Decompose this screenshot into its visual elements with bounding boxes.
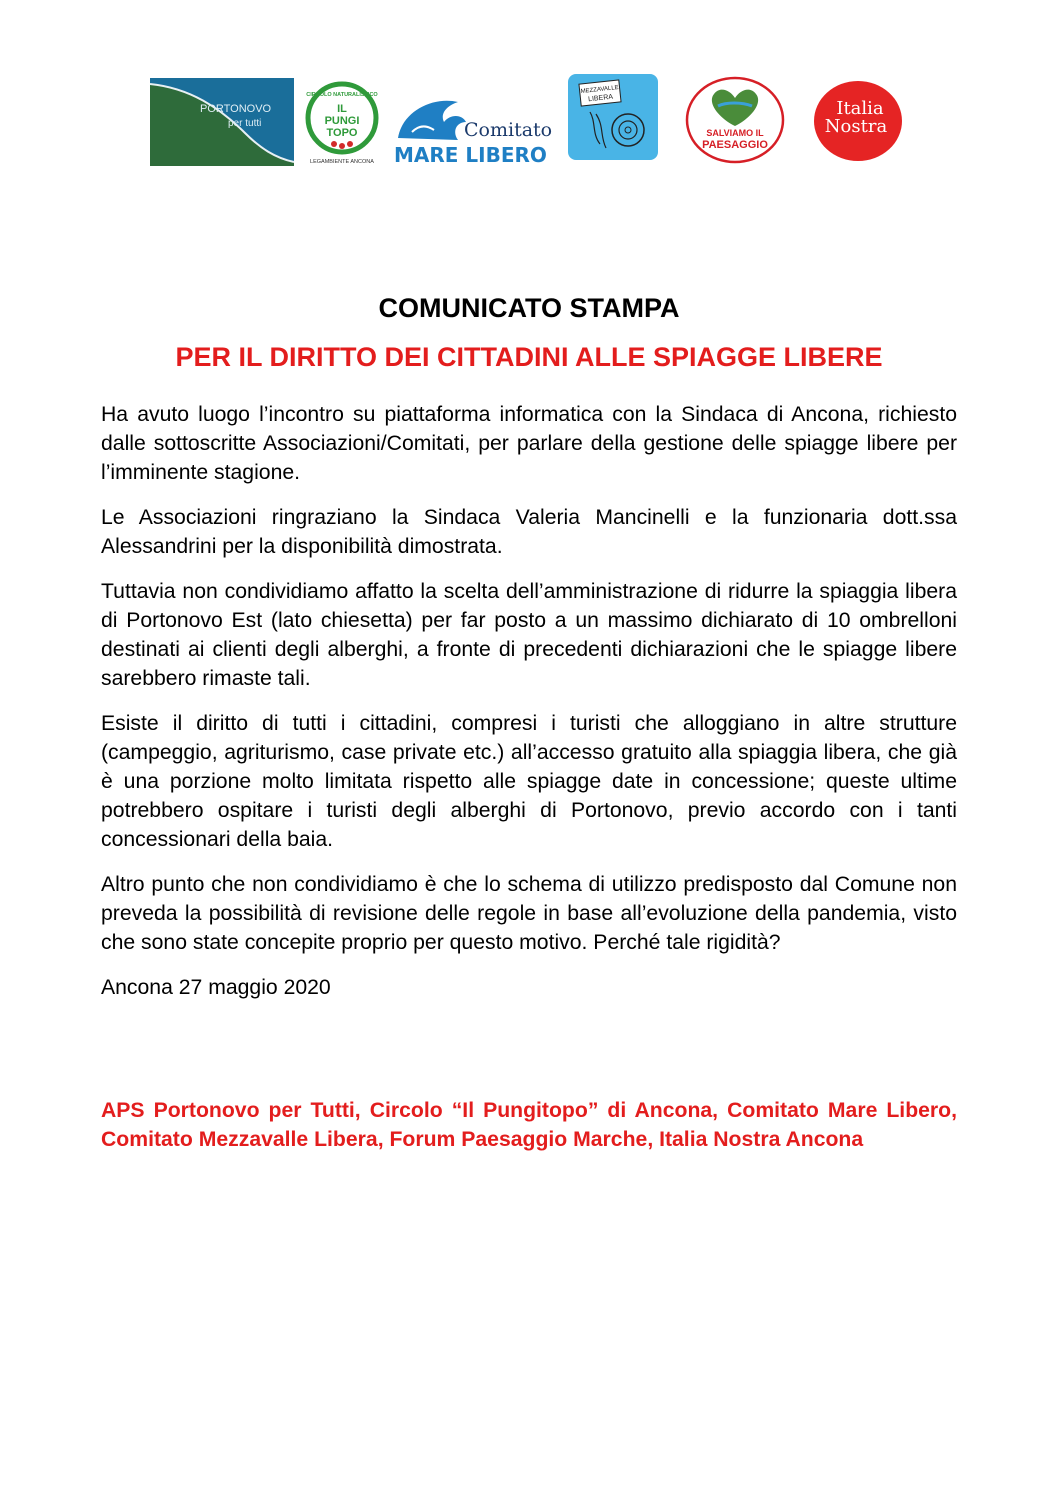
mezzavalle-libera-logo (566, 72, 660, 162)
salviamo-il-paesaggio-logo (684, 76, 786, 164)
document-body (101, 400, 957, 1018)
svg-text:Italia: Italia (836, 98, 884, 119)
paragraph: Altro punto che non condividiamo è che lo schema di utilizzo predisposto dal Comune non preveda la possibilità di revisione delle regole in base all’evoluzione della pandemia, visto che sono state concepite proprio per questo motivo. Perché tale rigidità? (101, 873, 957, 954)
svg-text:PORTONOVO: PORTONOVO (200, 103, 272, 115)
svg-text:CIRCOLO NATURALISTICO: CIRCOLO NATURALISTICO (306, 92, 378, 98)
svg-text:Comitato: Comitato (464, 119, 553, 141)
il-pungitopo-logo (304, 80, 380, 166)
page-title: COMUNICATO STAMPA (378, 293, 680, 323)
portonovo-per-tutti-logo (150, 78, 294, 166)
svg-text:Nostra: Nostra (824, 116, 888, 137)
paragraph: Ha avuto luogo l’incontro su piattaforma informatica con la Sindaca di Ancona, richiesto dalle sottoscritte Associazioni/Comitati, per parlare della gestione delle spiagge libere per l’imminente stagione. (101, 403, 957, 484)
signatories: APS Portonovo per Tutti, Circolo “Il Pungitopo” di Ancona, Comitato Mare Libero, Comitato Mezzavalle Libera, Forum Paesaggio Marche, Italia Nostra Ancona (101, 1099, 957, 1151)
svg-text:MARE LIBERO: MARE LIBERO (394, 143, 547, 167)
svg-text:LEGAMBIENTE ANCONA: LEGAMBIENTE ANCONA (310, 159, 374, 165)
svg-text:PAESAGGIO: PAESAGGIO (702, 139, 768, 151)
svg-text:TOPO: TOPO (326, 127, 358, 139)
comitato-mare-libero-logo (392, 92, 553, 168)
svg-text:LIBERA: LIBERA (587, 93, 614, 104)
document-date: Ancona 27 maggio 2020 (101, 976, 331, 999)
svg-text:IL: IL (337, 103, 347, 115)
svg-text:SALVIAMO IL: SALVIAMO IL (706, 128, 764, 138)
paragraph: Esiste il diritto di tutti i cittadini, compresi i turisti che alloggiano in altre strutture (campeggio, agriturismo, case private etc.) all’accesso gratuito alla spiaggia libera, che già è una porzione molto limitata rispetto alle spiagge date in concessione; queste ultime potrebbero ospitare i turisti degli alberghi di Portonovo, previo accordo con i tanti concessionari della baia. (101, 712, 957, 851)
svg-text:per tutti: per tutti (228, 118, 262, 129)
logo-strip (148, 70, 908, 170)
paragraph: Le Associazioni ringraziano la Sindaca Valeria Mancinelli e la funzionaria dott.ssa Alessandrini per la disponibilità dimostrata. (101, 506, 957, 558)
svg-text:PUNGI: PUNGI (324, 115, 360, 127)
page-subtitle: PER IL DIRITTO DEI CITTADINI ALLE SPIAGGE LIBERE (175, 342, 883, 372)
svg-text:MEZZAVALLE: MEZZAVALLE (580, 85, 619, 95)
italia-nostra-logo (812, 80, 904, 162)
paragraph: Tuttavia non condividiamo affatto la scelta dell’amministrazione di ridurre la spiaggia libera di Portonovo Est (lato chiesetta) per far posto a un massimo dichiarato di 10 ombrelloni destinati ai clienti degli alberghi, a fronte di precedenti dichiarazioni che le spiagge libere sarebbero rimaste tali. (101, 580, 957, 690)
